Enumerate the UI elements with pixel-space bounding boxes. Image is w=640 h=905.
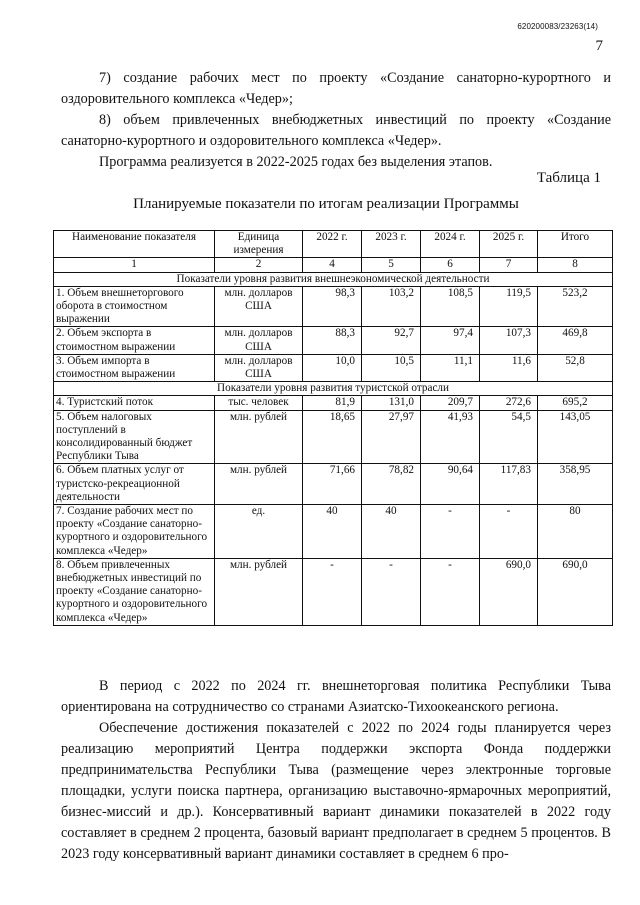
value-2023: 92,7	[362, 327, 421, 354]
paragraph: 8) объем привлеченных внебюджетных инвестиций по проекту «Создание санаторно-курортного и оздоровительного комплекса «Чедер».	[61, 112, 611, 149]
unit: млн. рублей	[215, 464, 303, 505]
column-header: 2025 г.	[480, 231, 538, 258]
value-2024: -	[421, 505, 480, 559]
column-header: Единица измерения	[215, 231, 303, 258]
value-total: 690,0	[538, 558, 613, 625]
value-2025: 117,83	[480, 464, 538, 505]
paragraph: В период с 2022 по 2024 гг. внешнеторговая политика Республики Тыва ориентирована на сотрудничество со странами Азиатско-Тихоокеанского региона.	[61, 678, 611, 715]
value-2022: 71,66	[303, 464, 362, 505]
page-number: 7	[595, 38, 603, 54]
unit: тыс. человек	[215, 396, 303, 410]
column-number: 6	[421, 258, 480, 272]
column-header: 2024 г.	[421, 231, 480, 258]
section-title: Показатели уровня развития туристской отрасли	[54, 382, 613, 396]
unit: млн. рублей	[215, 410, 303, 464]
value-total: 80	[538, 505, 613, 559]
value-2023: 27,97	[362, 410, 421, 464]
paragraph: 7) создание рабочих мест по проекту «Создание санаторно-курортного и оздоровительного комплекса «Чедер»;	[61, 70, 611, 107]
value-2022: 88,3	[303, 327, 362, 354]
value-2024: 108,5	[421, 286, 480, 327]
table-row	[54, 354, 613, 381]
value-2025: 119,5	[480, 286, 538, 327]
value-2023: -	[362, 558, 421, 625]
column-header: 2023 г.	[362, 231, 421, 258]
value-total: 469,8	[538, 327, 613, 354]
indicator-name: 5. Объем налоговых поступлений в консолидированный бюджет Республики Тыва	[54, 410, 215, 464]
table-row	[54, 410, 613, 464]
value-total: 695,2	[538, 396, 613, 410]
value-2025: 54,5	[480, 410, 538, 464]
paragraph: Программа реализуется в 2022-2025 годах без выделения этапов.	[99, 154, 493, 170]
value-2024: 97,4	[421, 327, 480, 354]
column-number-row	[54, 258, 613, 272]
table-row	[54, 396, 613, 410]
table-row	[54, 327, 613, 354]
unit: ед.	[215, 505, 303, 559]
table-row	[54, 464, 613, 505]
column-number: 5	[362, 258, 421, 272]
value-2023: 40	[362, 505, 421, 559]
indicator-name: 1. Объем внешнеторгового оборота в стоимостном выражении	[54, 286, 215, 327]
paragraph: Обеспечение достижения показателей с 2022 по 2024 годы планируется через реализацию мероприятий Центра поддержки экспорта Фонда поддержки предпринимательства Республики Тыва (размещение через электронные торговые площадки, услуги поиска партнера, организацию выставочно-ярмарочных мероприятий, бизнес-миссий и др.). Консервативный вариант динамики показателей в 2022 году составляет в среднем 2 процента, базовый вариант предполагает в среднем 5 процентов. В 2023 году консервативный вариант динамики составляет в среднем 6 про-	[61, 720, 611, 862]
column-number: 2	[215, 258, 303, 272]
value-2025: 272,6	[480, 396, 538, 410]
value-total: 52,8	[538, 354, 613, 381]
column-number: 7	[480, 258, 538, 272]
value-2022: 18,65	[303, 410, 362, 464]
unit: млн. долларов США	[215, 327, 303, 354]
indicator-name: 2. Объем экспорта в стоимостном выражении	[54, 327, 215, 354]
unit: млн. долларов США	[215, 354, 303, 381]
column-header: 2022 г.	[303, 231, 362, 258]
table-title: Планируемые показатели по итогам реализации Программы	[133, 196, 519, 212]
value-2024: 11,1	[421, 354, 480, 381]
indicator-name: 8. Объем привлеченных внебюджетных инвестиций по проекту «Создание санаторно-курортного и оздоровительного комплекса «Чедер»	[54, 558, 215, 625]
value-2024: 90,64	[421, 464, 480, 505]
value-2022: 98,3	[303, 286, 362, 327]
section-row	[54, 272, 613, 286]
unit: млн. рублей	[215, 558, 303, 625]
table-header-row	[54, 231, 613, 258]
column-number: 8	[538, 258, 613, 272]
indicator-name: 4. Туристский поток	[54, 396, 215, 410]
section-title: Показатели уровня развития внешнеэкономической деятельности	[54, 272, 613, 286]
value-2023: 78,82	[362, 464, 421, 505]
value-2024: 41,93	[421, 410, 480, 464]
document-id: 620200083/23263(14)	[517, 22, 598, 31]
section-row	[54, 382, 613, 396]
column-header: Итого	[538, 231, 613, 258]
table-row	[54, 286, 613, 327]
column-number: 1	[54, 258, 215, 272]
value-2025: 11,6	[480, 354, 538, 381]
value-2025: 690,0	[480, 558, 538, 625]
column-number: 4	[303, 258, 362, 272]
indicator-name: 7. Создание рабочих мест по проекту «Создание санаторно-курортного и оздоровительного комплекса «Чедер»	[54, 505, 215, 559]
table-row	[54, 558, 613, 625]
value-2023: 103,2	[362, 286, 421, 327]
table-label: Таблица 1	[536, 170, 601, 186]
value-2022: -	[303, 558, 362, 625]
value-2022: 81,9	[303, 396, 362, 410]
value-2023: 10,5	[362, 354, 421, 381]
column-header: Наименование показателя	[54, 231, 215, 258]
indicator-name: 3. Объем импорта в стоимостном выражении	[54, 354, 215, 381]
unit: млн. долларов США	[215, 286, 303, 327]
value-total: 143,05	[538, 410, 613, 464]
value-2022: 40	[303, 505, 362, 559]
value-2025: 107,3	[480, 327, 538, 354]
value-2022: 10,0	[303, 354, 362, 381]
value-total: 358,95	[538, 464, 613, 505]
value-2025: -	[480, 505, 538, 559]
indicators-table	[53, 230, 613, 626]
value-total: 523,2	[538, 286, 613, 327]
table-row	[54, 505, 613, 559]
value-2024: 209,7	[421, 396, 480, 410]
value-2023: 131,0	[362, 396, 421, 410]
value-2024: -	[421, 558, 480, 625]
intro-text	[61, 68, 611, 173]
outro-text	[61, 676, 611, 865]
indicator-name: 6. Объем платных услуг от туристско-рекреационной деятельности	[54, 464, 215, 505]
